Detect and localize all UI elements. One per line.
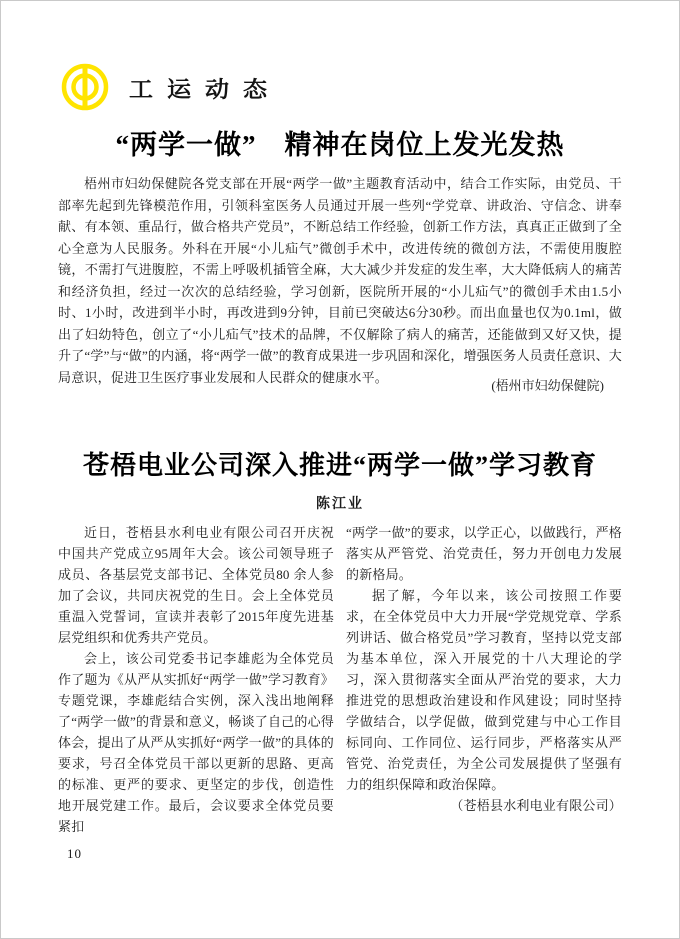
article2-paragraph-text: 据了解，今年以来，该公司按照工作要求，在全体党员中大力开展“学党规党章、学系列讲话、做合格党员”学习教育，坚持以党支部为基本单位，深入开展党的十八大理论的学习，深入贯彻落实全面从严治党的要求，大力推进党的思想政治建设和作风建设；同时坚持学做结合，以学促做，做到党建与中心工作目标同向、工作同位、运行同步，严格落实从严管党、治党责任，为全公司发展提供了坚强有力的组织保障和政治保障。 bbox=[346, 588, 622, 792]
article2-attribution: （苍梧县水利电业有限公司） bbox=[450, 798, 622, 813]
article2-paragraph bbox=[346, 585, 622, 813]
article2-paragraph: 近日，苍梧县水利电业有限公司召开庆祝中国共产党成立95周年大会。该公司领导班子成员、各基层党支部书记、全体党员80 余人参加了会议，共同庆祝党的生日。会上全体党员重温入党誓词，宣读并表彰了2015年度先进基层党组织和优秀共产党员。 bbox=[58, 525, 334, 645]
article2-columns bbox=[58, 522, 622, 837]
page-number: 10 bbox=[67, 846, 82, 861]
article2-author: 陈江业 bbox=[316, 497, 364, 512]
article2-left-column bbox=[58, 522, 334, 837]
trade-union-emblem-icon bbox=[61, 63, 109, 111]
article2-paragraph-continuation: “两学一做”的要求，以学正心，以做践行，严格落实从严管党、治党责任，努力开创电力发展的新格局。 bbox=[346, 525, 622, 582]
article1-body: 梧州市妇幼保健院各党支部在开展“两学一做”主题教育活动中，结合工作实际，由党员、干部率先起到先锋模范作用，引领科室医务人员通过开展一些列“学党章、讲政治、守信念、讲奉献、有本领、重品行，做合格共产党员”，不断总结工作经验，创新工作方法，真真正正做到了全心全意为人民服务。外科在开展“小儿疝气”微创手术中，改进传统的微创方法，不需使用腹腔镜，不需打气进腹腔，不需上呼吸机插管全麻，大大减少并发症的发生率，大大降低病人的痛苦和经济负担，经过一次次的总结经验，学习创新，医院所开展的“小儿疝气”的微创手术由1.5小时、1小时，改进到半小时，再改进到9分钟，目前已突破达6分30秒。而出血量也仅为0.1ml，做出了妇幼特色，创立了“小儿疝气”技术的品牌，不仅解除了病人的痛苦，还能做到又好又快，提升了“学”与“做”的内涵，将“两学一做”的教育成果进一步巩固和深化，增强医务人员责任意识、大局意识，促进卫生医疗事业发展和人民群众的健康水平。 bbox=[58, 176, 622, 385]
article1-attribution: (梧州市妇幼保健院) bbox=[491, 378, 604, 393]
masthead-title: 工运动态 bbox=[129, 78, 281, 103]
article2-title: 苍梧电业公司深入推进“两学一做”学习教育 bbox=[82, 451, 597, 480]
article2-paragraph: 会上，该公司党委书记李雄彪为全体党员作了题为《从严从实抓好“两学一做”学习教育》专题党课，李雄彪结合实例，深入浅出地阐释了“两学一做”的背景和意义，畅谈了自己的心得体会，提出了从严从实抓好“两学一做”的具体的要求，号召全体党员干部以更新的思路、更高的标准、更严的要求、更坚定的步伐，创造性地开展党建工作。最后，会议要求全体党员要紧扣 bbox=[58, 651, 334, 834]
masthead bbox=[61, 63, 281, 111]
article2-right-column bbox=[346, 522, 622, 837]
article1-title: “两学一做” 精神在岗位上发光发热 bbox=[115, 130, 565, 160]
